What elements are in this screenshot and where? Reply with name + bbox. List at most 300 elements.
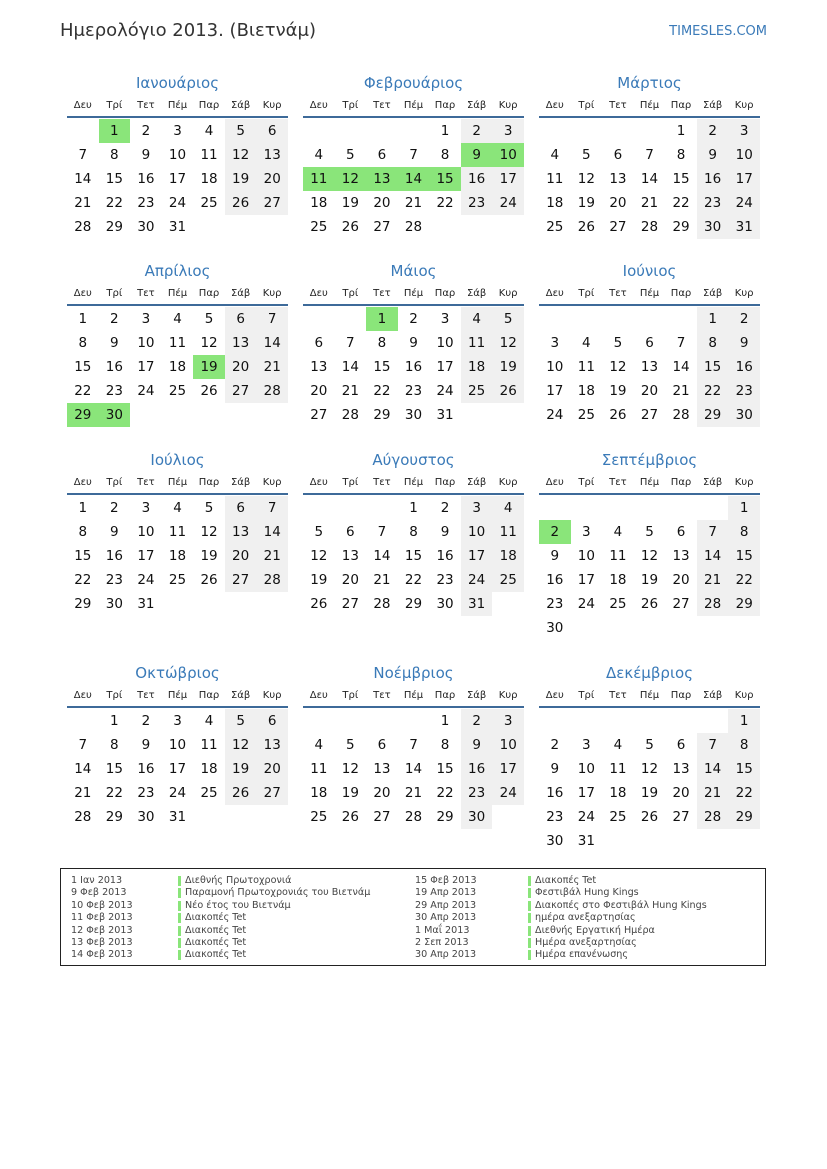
- day-cell: 9: [461, 733, 493, 757]
- weekday-label: Παρ: [670, 690, 692, 701]
- empty-cell: [602, 709, 634, 733]
- day-cell: 15: [105, 171, 123, 187]
- weekday-label: Πέμ: [167, 690, 188, 701]
- month-block: [303, 661, 524, 829]
- day-cell: 14: [341, 359, 359, 375]
- weekday-label: Κυρ: [734, 690, 754, 701]
- day-cell: 17: [436, 359, 454, 375]
- day-cell: 30: [546, 620, 564, 636]
- day-cell: 4: [314, 737, 324, 753]
- day-cell: 15: [105, 761, 123, 777]
- day-cell: 10: [436, 335, 454, 351]
- weekday-header: [539, 472, 760, 495]
- day-cell: 8: [697, 331, 729, 355]
- day-cell: 15: [672, 171, 690, 187]
- day-cell: 10: [168, 147, 187, 163]
- month-name: Μάιος: [390, 262, 437, 280]
- day-cell: 10: [168, 737, 187, 753]
- day-cell: 13: [310, 359, 328, 375]
- day-cell: 26: [577, 219, 595, 235]
- weekday-label: Τρί: [106, 288, 123, 299]
- day-cell: 4: [492, 496, 524, 520]
- day-cell: 19: [341, 195, 359, 211]
- legend-name-text: ημέρα ανεξαρτησίας: [528, 913, 636, 923]
- day-cell: 27: [310, 407, 328, 423]
- legend-date: 9 Φεβ 2013: [71, 887, 127, 899]
- day-cell: 26: [341, 219, 359, 235]
- day-cell: 31: [436, 407, 454, 423]
- month-name: Δεκέμβριος: [605, 664, 693, 682]
- empty-cell: [634, 119, 666, 143]
- day-cell: 1: [78, 500, 88, 516]
- day-cell: 24: [492, 781, 524, 805]
- weekday-label: Κυρ: [734, 100, 754, 111]
- day-cell: 18: [310, 785, 328, 801]
- day-cell: 20: [310, 383, 328, 399]
- day-cell: 28: [256, 379, 288, 403]
- day-cell: 17: [168, 171, 187, 187]
- holiday-legend: [60, 868, 766, 966]
- day-cell: 23: [137, 785, 155, 801]
- day-cell: 13: [373, 761, 391, 777]
- day-cell: 4: [613, 524, 623, 540]
- day-cell: 8: [78, 335, 88, 351]
- day-cell: 5: [225, 709, 257, 733]
- day-grid: [67, 119, 288, 239]
- day-cell: 17: [492, 167, 524, 191]
- weekday-label: Κυρ: [498, 100, 518, 111]
- empty-cell: [303, 496, 335, 520]
- legend-name-text: Ημέρα ανεξαρτησίας: [528, 938, 637, 948]
- day-cell: 19: [200, 548, 218, 564]
- day-cell: 12: [200, 524, 218, 540]
- day-cell: 14: [672, 359, 690, 375]
- weekday-label: Τρί: [578, 477, 595, 488]
- site-link[interactable]: TIMESLES.COM: [669, 24, 767, 39]
- weekday-label: Δευ: [545, 477, 564, 488]
- day-cell: 22: [404, 572, 423, 588]
- day-grid: [303, 119, 524, 239]
- day-cell: 12: [609, 359, 627, 375]
- day-cell: 10: [577, 761, 595, 777]
- day-cell: 28: [640, 219, 659, 235]
- day-cell: 1: [440, 123, 450, 139]
- month-block: [67, 661, 288, 829]
- empty-cell: [335, 119, 367, 143]
- day-cell: 6: [256, 119, 288, 143]
- legend-holiday-name: [178, 875, 370, 887]
- day-cell: 12: [225, 143, 257, 167]
- weekday-header: [67, 95, 288, 118]
- day-cell: 6: [314, 335, 324, 351]
- day-cell: 29: [728, 805, 760, 829]
- month-name: Ιούλιος: [150, 451, 205, 469]
- day-cell: 9: [440, 524, 450, 540]
- day-cell: 23: [137, 195, 155, 211]
- month-block: [539, 71, 760, 239]
- day-cell: 5: [346, 737, 355, 753]
- weekday-label: Κυρ: [498, 288, 518, 299]
- day-cell: 22: [74, 383, 92, 399]
- day-cell: 3: [141, 311, 151, 327]
- weekday-label: Παρ: [198, 288, 220, 299]
- empty-cell: [366, 496, 398, 520]
- legend-date: 2 Σεπ 2013: [415, 936, 469, 948]
- day-cell: 1: [697, 307, 729, 331]
- day-cell: 5: [346, 147, 355, 163]
- day-cell: 2: [110, 311, 119, 327]
- weekday-label: Παρ: [434, 690, 456, 701]
- day-cell: 1: [409, 500, 418, 516]
- day-cell: 10: [546, 359, 564, 375]
- day-cell: 9: [110, 335, 119, 351]
- day-cell: 6: [225, 496, 257, 520]
- legend-holiday-name: [528, 949, 707, 961]
- day-grid: [303, 307, 524, 427]
- day-cell: 25: [609, 809, 627, 825]
- day-cell: 9: [141, 737, 151, 753]
- empty-cell: [398, 709, 430, 733]
- weekday-label: Τρί: [578, 100, 595, 111]
- day-cell: 20: [256, 757, 288, 781]
- day-cell: 4: [461, 307, 493, 331]
- day-cell: 13: [256, 733, 288, 757]
- empty-cell: [539, 496, 571, 520]
- day-grid: [67, 496, 288, 616]
- day-cell: 5: [645, 737, 654, 753]
- day-cell: 5: [582, 147, 591, 163]
- weekday-label: Παρ: [670, 288, 692, 299]
- legend-date: 15 Φεβ 2013: [415, 875, 477, 886]
- legend-date: 29 Απρ 2013: [415, 899, 477, 911]
- day-cell: 3: [728, 119, 760, 143]
- legend-date: 1 Ιαν 2013: [71, 875, 123, 886]
- legend-holiday-name: [528, 925, 707, 937]
- day-cell: 31: [137, 596, 155, 612]
- day-cell: 24: [168, 785, 187, 801]
- weekday-label: Τρί: [342, 100, 359, 111]
- day-cell: 9: [110, 524, 119, 540]
- day-cell: 24: [137, 572, 155, 588]
- weekday-label: Σάβ: [702, 477, 723, 488]
- day-cell: 24: [436, 383, 454, 399]
- day-cell: 3: [461, 496, 493, 520]
- day-cell: 25: [168, 572, 187, 588]
- day-cell: 22: [74, 572, 92, 588]
- weekday-label: Δευ: [73, 690, 92, 701]
- day-cell: 6: [377, 147, 387, 163]
- empty-cell: [539, 709, 571, 733]
- day-grid: [303, 496, 524, 616]
- day-cell: 27: [672, 809, 690, 825]
- weekday-header: [539, 95, 760, 118]
- day-cell: 14: [640, 171, 659, 187]
- day-cell: 30: [436, 596, 454, 612]
- day-cell: 2: [697, 119, 729, 143]
- day-cell: 17: [137, 548, 155, 564]
- day-cell: 17: [492, 757, 524, 781]
- legend-holiday-name: [178, 925, 370, 937]
- weekday-label: Πέμ: [639, 690, 660, 701]
- day-cell: 2: [141, 713, 151, 729]
- day-cell: 2: [461, 709, 493, 733]
- day-cell: 3: [582, 737, 591, 753]
- day-cell: 20: [672, 572, 690, 588]
- day-cell: 10: [492, 733, 524, 757]
- day-cell: 23: [697, 191, 729, 215]
- empty-cell: [539, 307, 571, 331]
- day-cell: 28: [697, 805, 729, 829]
- empty-cell: [571, 119, 603, 143]
- weekday-label: Τρί: [342, 690, 359, 701]
- legend-date: 19 Απρ 2013: [415, 887, 477, 899]
- day-cell: 26: [225, 191, 257, 215]
- empty-cell: [67, 709, 99, 733]
- day-cell: 21: [256, 544, 288, 568]
- day-cell: 11: [168, 335, 187, 351]
- day-cell: 13: [640, 359, 659, 375]
- month-block: [67, 71, 288, 239]
- day-cell: 7: [697, 733, 729, 757]
- weekday-label: Σάβ: [466, 690, 487, 701]
- day-cell: 6: [676, 737, 686, 753]
- month-name: Σεπτέμβριος: [601, 451, 698, 469]
- empty-cell: [366, 119, 398, 143]
- day-cell: 23: [105, 572, 123, 588]
- day-cell: 20: [672, 785, 690, 801]
- weekday-label: Πέμ: [167, 477, 188, 488]
- day-cell: 15: [697, 355, 729, 379]
- day-cell: 21: [74, 195, 92, 211]
- day-cell: 15: [74, 359, 92, 375]
- legend-date: 14 Φεβ 2013: [71, 949, 133, 961]
- day-cell: 13: [225, 520, 257, 544]
- day-cell: 17: [168, 761, 187, 777]
- empty-cell: [665, 496, 697, 520]
- day-cell: 28: [404, 219, 423, 235]
- day-cell: 21: [697, 568, 729, 592]
- day-cell: 15: [74, 548, 92, 564]
- day-cell: 27: [341, 596, 359, 612]
- day-cell: 14: [697, 757, 729, 781]
- weekday-label: Σάβ: [230, 690, 251, 701]
- weekday-label: Τρί: [342, 477, 359, 488]
- day-cell: 1: [78, 311, 88, 327]
- day-cell: 24: [492, 191, 524, 215]
- day-cell: 20: [341, 572, 359, 588]
- empty-cell: [697, 496, 729, 520]
- day-cell: 22: [373, 383, 391, 399]
- day-cell: 25: [200, 785, 218, 801]
- holiday-day-cell: 1: [366, 307, 398, 331]
- day-cell: 14: [697, 544, 729, 568]
- month-block: [67, 448, 288, 616]
- empty-cell: [634, 496, 666, 520]
- day-cell: 8: [676, 147, 686, 163]
- day-cell: 5: [492, 307, 524, 331]
- day-cell: 9: [409, 335, 418, 351]
- weekday-label: Σάβ: [466, 100, 487, 111]
- day-cell: 10: [461, 520, 493, 544]
- weekday-label: Τετ: [609, 100, 627, 111]
- weekday-header: [303, 685, 524, 708]
- weekday-label: Παρ: [434, 100, 456, 111]
- legend-name-text: Διακοπές Tet: [178, 913, 246, 923]
- weekday-header: [539, 685, 760, 708]
- weekday-label: Τρί: [342, 288, 359, 299]
- day-cell: 26: [640, 809, 659, 825]
- day-cell: 31: [168, 219, 187, 235]
- day-cell: 29: [105, 809, 123, 825]
- day-cell: 10: [577, 548, 595, 564]
- day-cell: 19: [640, 572, 659, 588]
- day-cell: 17: [728, 167, 760, 191]
- empty-cell: [602, 307, 634, 331]
- day-cell: 7: [697, 520, 729, 544]
- weekday-label: Κυρ: [498, 477, 518, 488]
- day-cell: 30: [697, 215, 729, 239]
- day-cell: 14: [373, 548, 391, 564]
- day-cell: 16: [461, 757, 493, 781]
- day-cell: 21: [256, 355, 288, 379]
- day-grid: [539, 307, 760, 427]
- day-cell: 8: [377, 335, 387, 351]
- day-cell: 5: [645, 524, 654, 540]
- day-cell: 8: [110, 737, 119, 753]
- day-cell: 16: [546, 572, 564, 588]
- day-cell: 27: [256, 781, 288, 805]
- day-cell: 26: [200, 383, 218, 399]
- day-cell: 18: [168, 359, 187, 375]
- empty-cell: [634, 307, 666, 331]
- holiday-day-cell: 15: [429, 167, 461, 191]
- day-cell: 22: [697, 379, 729, 403]
- day-cell: 4: [204, 123, 214, 139]
- day-cell: 26: [200, 572, 218, 588]
- day-cell: 4: [204, 713, 214, 729]
- day-cell: 6: [613, 147, 623, 163]
- day-cell: 6: [676, 524, 686, 540]
- holiday-day-cell: 2: [539, 520, 571, 544]
- day-cell: 7: [256, 307, 288, 331]
- month-block: [539, 259, 760, 427]
- day-cell: 25: [200, 195, 218, 211]
- day-cell: 24: [577, 596, 595, 612]
- day-cell: 6: [346, 524, 355, 540]
- empty-cell: [602, 496, 634, 520]
- day-cell: 29: [672, 219, 690, 235]
- empty-cell: [602, 119, 634, 143]
- day-cell: 23: [546, 809, 564, 825]
- weekday-header: [303, 283, 524, 306]
- empty-cell: [665, 709, 697, 733]
- day-cell: 21: [404, 785, 423, 801]
- empty-cell: [634, 709, 666, 733]
- day-cell: 9: [550, 761, 560, 777]
- weekday-label: Τρί: [106, 100, 123, 111]
- weekday-label: Δευ: [73, 477, 92, 488]
- day-cell: 16: [105, 359, 123, 375]
- empty-cell: [571, 496, 603, 520]
- day-grid: [539, 119, 760, 239]
- weekday-label: Πέμ: [167, 100, 188, 111]
- weekday-label: Τρί: [578, 288, 595, 299]
- day-cell: 17: [577, 572, 595, 588]
- day-cell: 23: [461, 781, 493, 805]
- day-cell: 10: [137, 524, 155, 540]
- weekday-label: Τετ: [373, 288, 391, 299]
- day-cell: 23: [546, 596, 564, 612]
- holiday-day-cell: 9: [461, 143, 493, 167]
- day-cell: 28: [404, 809, 423, 825]
- legend-name-text: Διακοπές Tet: [178, 950, 246, 960]
- day-cell: 19: [640, 785, 659, 801]
- day-cell: 29: [728, 592, 760, 616]
- day-cell: 17: [461, 544, 493, 568]
- day-cell: 28: [672, 407, 690, 423]
- empty-cell: [303, 709, 335, 733]
- day-cell: 25: [609, 596, 627, 612]
- day-cell: 13: [225, 331, 257, 355]
- day-cell: 6: [225, 307, 257, 331]
- weekday-label: Δευ: [309, 288, 328, 299]
- day-cell: 21: [373, 572, 391, 588]
- day-cell: 22: [728, 568, 760, 592]
- day-cell: 28: [697, 592, 729, 616]
- day-cell: 7: [346, 335, 355, 351]
- day-cell: 31: [728, 215, 760, 239]
- day-cell: 3: [173, 713, 182, 729]
- weekday-label: Κυρ: [734, 477, 754, 488]
- day-cell: 9: [697, 143, 729, 167]
- day-cell: 19: [225, 167, 257, 191]
- day-cell: 12: [310, 548, 328, 564]
- legend-dates-left: [71, 875, 133, 962]
- day-cell: 16: [546, 785, 564, 801]
- empty-cell: [571, 709, 603, 733]
- legend-holiday-name: [178, 887, 370, 899]
- legend-date: 30 Απρ 2013: [415, 912, 477, 924]
- holiday-day-cell: 13: [366, 167, 398, 191]
- weekday-label: Τετ: [373, 690, 391, 701]
- day-cell: 16: [137, 761, 155, 777]
- day-cell: 18: [492, 544, 524, 568]
- legend-name-text: Διακοπές στο Φεστιβάλ Hung Kings: [528, 901, 707, 911]
- empty-cell: [303, 307, 335, 331]
- page-title: Ημερολόγιο 2013. (Βιετνάμ): [60, 20, 316, 41]
- weekday-label: Τρί: [106, 477, 123, 488]
- weekday-label: Δευ: [73, 288, 92, 299]
- day-cell: 14: [404, 761, 423, 777]
- day-cell: 3: [550, 335, 560, 351]
- weekday-label: Σάβ: [230, 100, 251, 111]
- day-cell: 22: [672, 195, 690, 211]
- weekday-label: Σάβ: [702, 100, 723, 111]
- day-cell: 3: [173, 123, 182, 139]
- day-cell: 19: [225, 757, 257, 781]
- day-cell: 19: [577, 195, 595, 211]
- weekday-header: [67, 283, 288, 306]
- day-cell: 20: [225, 544, 257, 568]
- month-block: [67, 259, 288, 427]
- day-cell: 8: [110, 147, 119, 163]
- day-cell: 7: [377, 524, 387, 540]
- day-cell: 30: [404, 407, 423, 423]
- holiday-day-cell: 29: [67, 403, 99, 427]
- day-cell: 11: [310, 761, 328, 777]
- day-cell: 11: [609, 548, 627, 564]
- day-cell: 7: [256, 496, 288, 520]
